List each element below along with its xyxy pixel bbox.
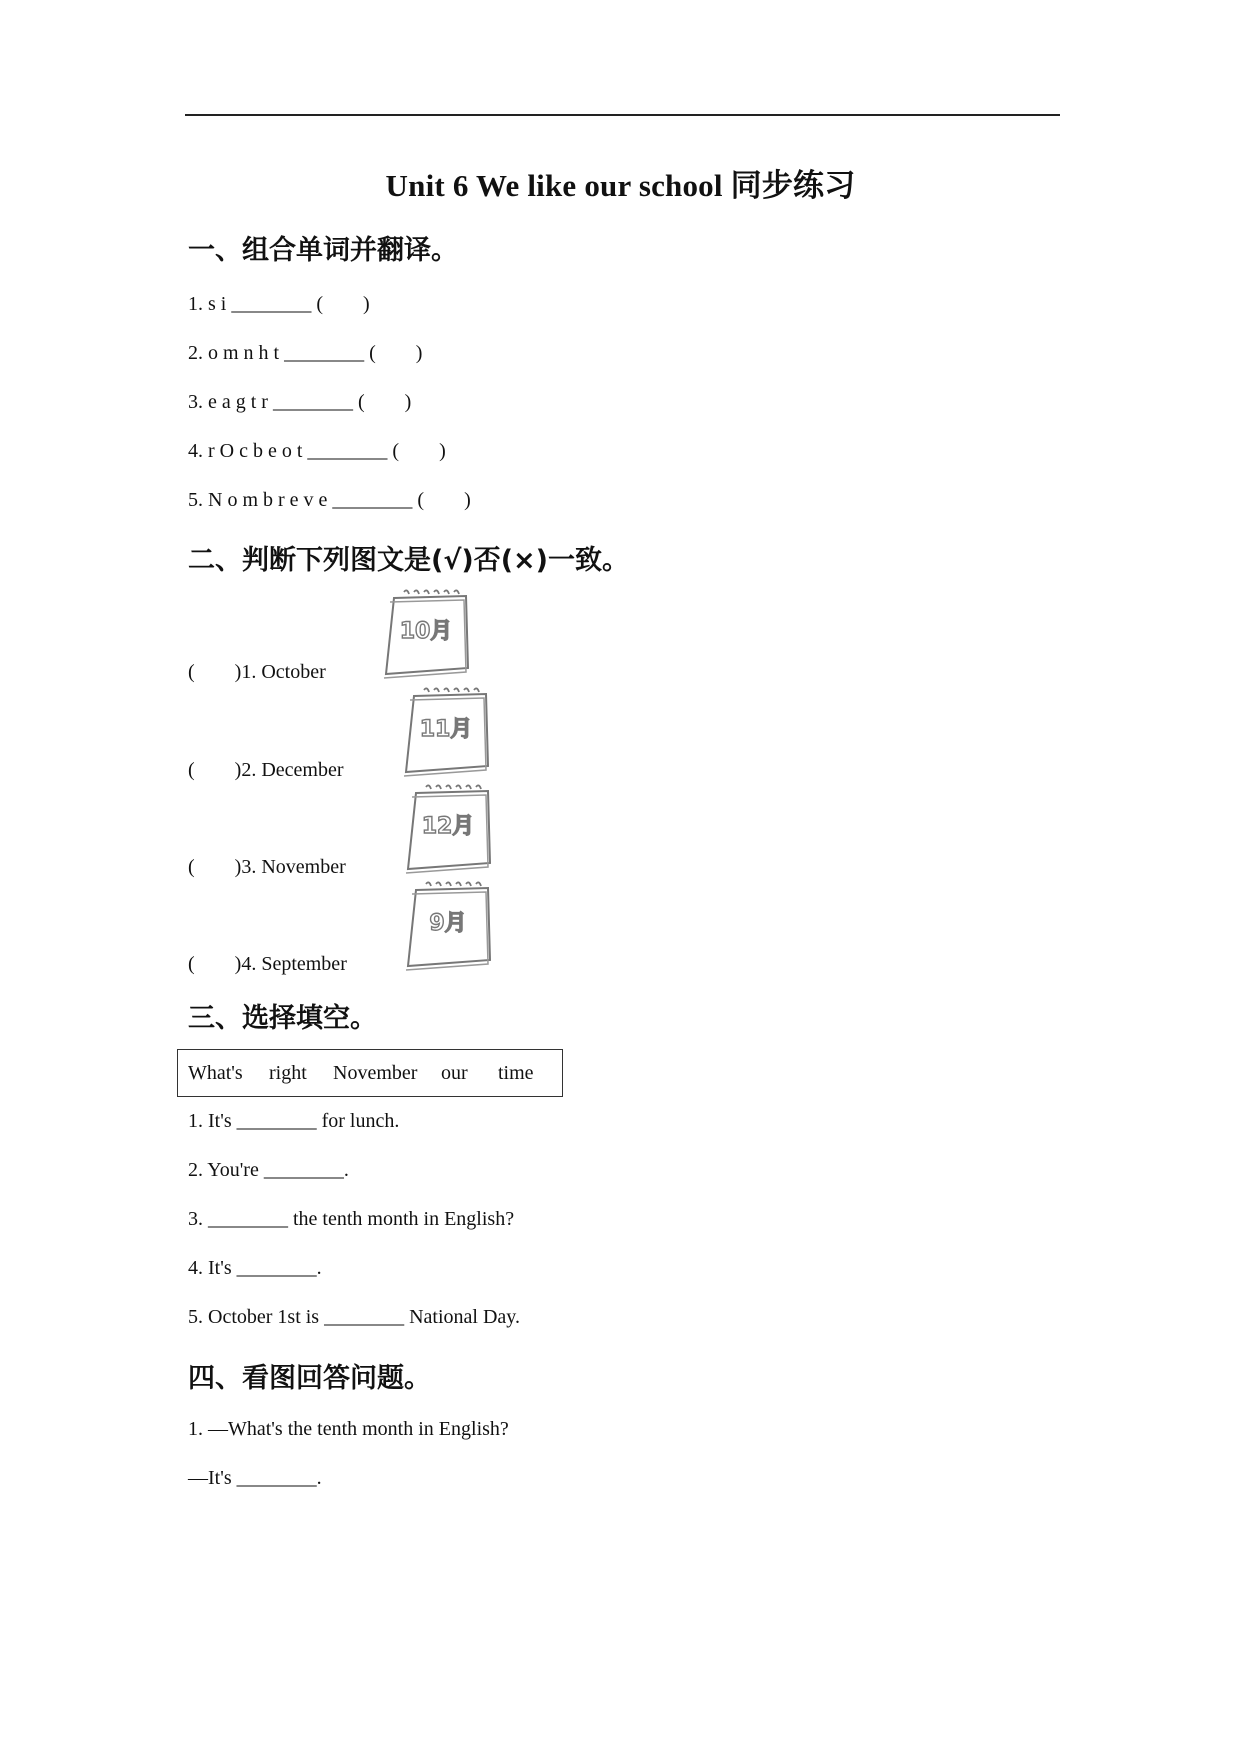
section4-heading: 四、看图回答问题。	[188, 1363, 431, 1394]
section4-answer: —It's ________.	[188, 1467, 322, 1489]
calendar-label: 9月	[429, 911, 467, 936]
calendar-label: 10月	[399, 619, 453, 644]
section3-item: 4. It's ________.	[188, 1257, 322, 1279]
section2-heading: 二、判断下列图文是(√)否(×)一致。	[188, 545, 629, 576]
calendar-september-icon	[402, 880, 494, 974]
section1-item: 2. o m n h t ________ ( )	[188, 342, 423, 364]
calendar-october-icon	[380, 588, 472, 682]
judge-item-november: ( )3. November	[188, 856, 346, 878]
section3-heading: 三、选择填空。	[188, 1003, 377, 1034]
word-bank-word: What's	[188, 1062, 243, 1084]
calendar-label: 11月	[419, 717, 473, 742]
section3-item: 5. October 1st is ________ National Day.	[188, 1306, 520, 1328]
word-bank-box	[177, 1049, 563, 1097]
calendar-december-icon	[402, 783, 494, 877]
section3-item: 3. ________ the tenth month in English?	[188, 1208, 515, 1230]
section1-item: 4. r O c b e o t ________ ( )	[188, 440, 446, 462]
header-rule	[185, 114, 1060, 116]
judge-item-december: ( )2. December	[188, 759, 344, 781]
word-bank-word: time	[498, 1062, 534, 1084]
section1-heading: 一、组合单词并翻译。	[188, 235, 458, 266]
section3-item: 1. It's ________ for lunch.	[188, 1110, 400, 1132]
word-bank-word: November	[333, 1062, 418, 1084]
section3-item: 2. You're ________.	[188, 1159, 349, 1181]
section1-item: 1. s i ________ ( )	[188, 293, 370, 315]
section1-item: 5. N o m b r e v e ________ ( )	[188, 489, 471, 511]
section1-item: 3. e a g t r ________ ( )	[188, 391, 412, 413]
calendar-november-icon	[400, 686, 492, 780]
calendar-label: 12月	[421, 814, 475, 839]
word-bank-word: right	[269, 1062, 307, 1084]
word-bank-word: our	[441, 1062, 468, 1084]
judge-item-september: ( )4. September	[188, 953, 347, 975]
page-title: Unit 6 We like our school 同步练习	[385, 168, 856, 203]
judge-item-october: ( )1. October	[188, 661, 326, 683]
section4-question: 1. —What's the tenth month in English?	[188, 1418, 509, 1440]
